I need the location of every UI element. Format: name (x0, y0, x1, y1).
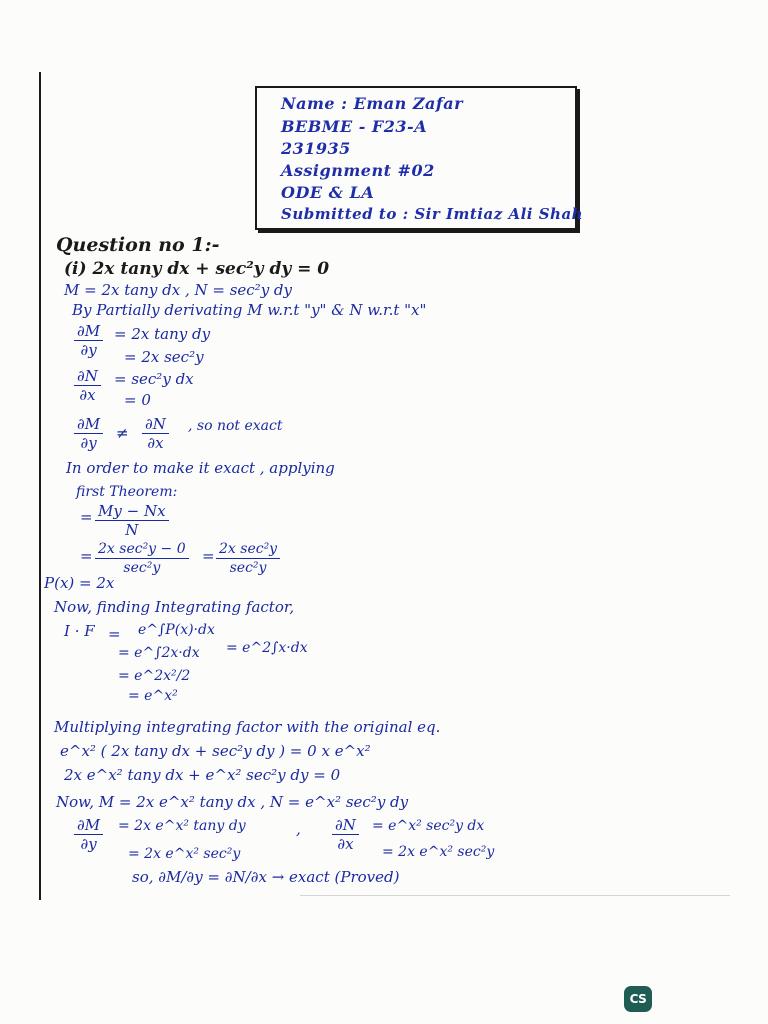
dn-dx-step-2: = 0 (124, 391, 151, 409)
integrating-factor-result: = e^x² (128, 688, 178, 704)
student-class: BEBME - F23-A (281, 117, 428, 136)
simplified-denominator: sec²y (229, 560, 267, 576)
theorem-numerator: My − Nx (95, 502, 169, 521)
not-equal-sign: ≠ (116, 424, 129, 442)
new-dn-dx-numerator: ∂N (332, 816, 359, 835)
simplified-fraction (216, 540, 280, 577)
question-title: Question no 1:- (56, 234, 220, 256)
integrating-factor-step-1: e^∫P(x)·dx (138, 622, 215, 638)
dn-dx-compare-numerator: ∂N (142, 415, 169, 434)
multiply-intro: Multiplying integrating factor with the original eq. (54, 718, 441, 736)
dm-dy-compare-denominator: ∂y (80, 434, 97, 452)
separator-comma: , (296, 820, 301, 838)
substitution-numerator: 2x sec²y − 0 (95, 540, 189, 559)
substitution-equals: = (80, 547, 93, 565)
integrating-factor-step-3: = e^2x²/2 (118, 668, 191, 684)
make-exact-intro: In order to make it exact , applying (66, 459, 335, 477)
dn-dx-compare-fraction (142, 415, 169, 452)
integrating-factor-step-2a: = e^∫2x·dx (118, 645, 200, 661)
new-dn-dx-fraction (332, 816, 359, 853)
partial-derivative-intro: By Partially derivating M w.r.t "y" & N w.r.t "x" (72, 301, 427, 319)
new-dn-dx-step-2: = 2x e^x² sec²y (382, 844, 495, 860)
dm-dy-compare-numerator: ∂M (74, 415, 103, 434)
new-dm-dy-numerator: ∂M (74, 816, 103, 835)
integrating-factor-intro: Now, finding Integrating factor, (54, 598, 295, 616)
page-rule (300, 895, 730, 896)
integrating-factor-equals: = (108, 625, 121, 643)
dm-dy-step-2: = 2x sec²y (124, 348, 204, 366)
new-dm-dy-fraction (74, 816, 103, 853)
new-dm-dy-step-2: = 2x e^x² sec²y (128, 846, 241, 862)
dm-dy-step-1: = 2x tany dy (114, 325, 211, 343)
theorem-equals: = (80, 508, 93, 526)
dn-dx-numerator: ∂N (74, 367, 101, 386)
not-exact-note: , so not exact (188, 418, 283, 434)
new-dm-dy-denominator: ∂y (80, 835, 97, 853)
simplified-numerator: 2x sec²y (216, 540, 280, 559)
dn-dx-compare-denominator: ∂x (147, 434, 164, 452)
m-and-n: M = 2x tany dx , N = sec²y dy (64, 281, 293, 299)
multiplied-equation: e^x² ( 2x tany dx + sec²y dy ) = 0 x e^x² (60, 742, 371, 760)
new-dn-dx-denominator: ∂x (337, 835, 354, 853)
dn-dx-fraction (74, 367, 101, 404)
simplified-equals: = (202, 547, 215, 565)
dm-dy-compare-fraction (74, 415, 103, 452)
assignment-number: Assignment #02 (281, 161, 435, 180)
student-roll-number: 231935 (281, 139, 351, 158)
theorem-denominator: N (125, 521, 139, 539)
exact-conclusion: so, ∂M/∂y = ∂N/∂x → exact (Proved) (132, 868, 400, 886)
theorem-formula (95, 502, 169, 539)
new-dn-dx-step-1: = e^x² sec²y dx (372, 818, 485, 834)
student-name: Name : Eman Zafar (281, 94, 464, 113)
margin-line (39, 72, 41, 900)
integrating-factor-label: I · F (64, 622, 95, 640)
camscanner-logo-icon: CS (624, 986, 652, 1012)
substitution-denominator: sec²y (123, 560, 161, 576)
expanded-equation: 2x e^x² tany dx + e^x² sec²y dy = 0 (64, 766, 341, 784)
p-of-x: P(x) = 2x (44, 574, 115, 592)
dn-dx-step-1: = sec²y dx (114, 370, 194, 388)
question-part: (i) 2x tany dx + sec²y dy = 0 (64, 259, 330, 279)
new-dm-dy-step-1: = 2x e^x² tany dy (118, 818, 246, 834)
dm-dy-numerator: ∂M (74, 322, 103, 341)
substitution-fraction (95, 540, 189, 577)
first-theorem-label: first Theorem: (76, 484, 178, 500)
new-m-and-n: Now, M = 2x e^x² tany dx , N = e^x² sec²y dy (56, 793, 409, 811)
student-info-box (255, 86, 584, 230)
dn-dx-denominator: ∂x (79, 386, 96, 404)
dm-dy-fraction (74, 322, 103, 359)
submitted-to: Submitted to : Sir Imtiaz Ali Shah (281, 205, 584, 223)
integrating-factor-step-2b: = e^2∫x·dx (226, 640, 308, 656)
course-name: ODE & LA (281, 183, 375, 202)
dm-dy-denominator: ∂y (80, 341, 97, 359)
